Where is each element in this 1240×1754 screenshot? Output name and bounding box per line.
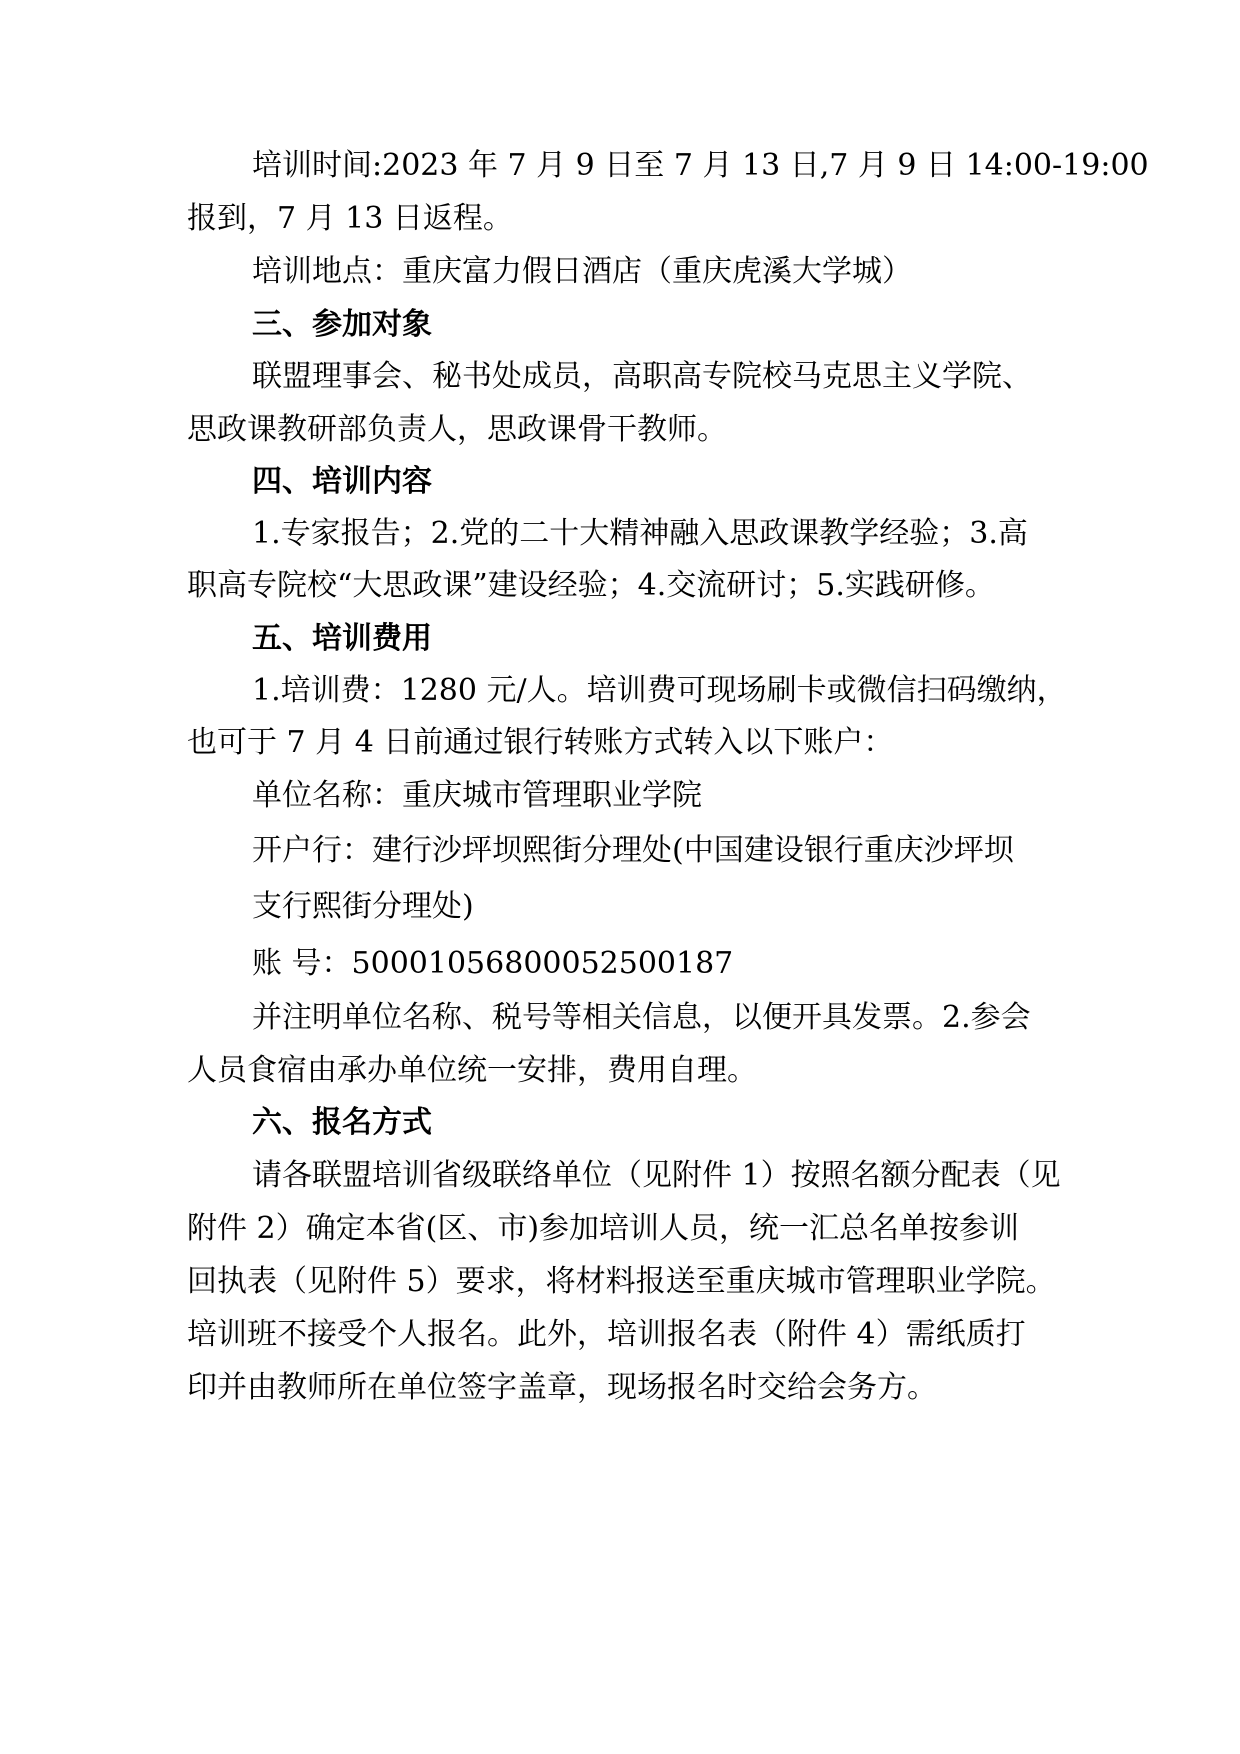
registration-line-5: 印并由教师所在单位签字盖章，现场报名时交给会务方。 bbox=[187, 1370, 937, 1405]
section-heading-fees: 五、培训费用 bbox=[252, 621, 432, 656]
training-time-continuation: 报到，7 月 13 日返程。 bbox=[187, 201, 513, 236]
registration-line-4: 培训班不接受个人报名。此外，培训报名表（附件 4）需纸质打 bbox=[187, 1317, 1026, 1352]
section-heading-content: 四、培训内容 bbox=[252, 464, 432, 499]
invoice-note-line-2: 人员食宿由承办单位统一安排，费用自理。 bbox=[187, 1053, 757, 1088]
invoice-note-line-1: 并注明单位名称、税号等相关信息，以便开具发票。2.参会 bbox=[252, 1000, 1031, 1035]
section-heading-registration: 六、报名方式 bbox=[252, 1105, 432, 1140]
content-line-2: 职高专院校“大思政课”建设经验；4.交流研讨；5.实践研修。 bbox=[187, 568, 995, 603]
training-time-line: 培训时间:2023 年 7 月 9 日至 7 月 13 日,7 月 9 日 14:00-19:00 bbox=[252, 148, 1149, 183]
section-heading-participants: 三、参加对象 bbox=[252, 307, 432, 342]
training-location-line: 培训地点：重庆富力假日酒店（重庆虎溪大学城） bbox=[252, 254, 912, 289]
registration-line-3: 回执表（见附件 5）要求，将材料报送至重庆城市管理职业学院。 bbox=[187, 1264, 1056, 1299]
bank-line-2: 支行熙街分理处) bbox=[252, 889, 474, 924]
bank-line-1: 开户行：建行沙坪坝熙街分理处(中国建设银行重庆沙坪坝 bbox=[252, 833, 1014, 868]
content-line-1: 1.专家报告；2.党的二十大精神融入思政课教学经验；3.高 bbox=[252, 516, 1028, 551]
registration-line-1: 请各联盟培训省级联络单位（见附件 1）按照名额分配表（见 bbox=[252, 1158, 1061, 1193]
participants-line-1: 联盟理事会、秘书处成员，高职高专院校马克思主义学院、 bbox=[252, 359, 1032, 394]
fees-line-2: 也可于 7 月 4 日前通过银行转账方式转入以下账户： bbox=[187, 725, 894, 760]
fees-line-1: 1.培训费：1280 元/人。培训费可现场刷卡或微信扫码缴纳， bbox=[252, 673, 1067, 708]
account-name-line: 单位名称：重庆城市管理职业学院 bbox=[252, 778, 702, 813]
participants-line-2: 思政课教研部负责人，思政课骨干教师。 bbox=[187, 412, 727, 447]
account-number-line: 账 号：50001056800052500187 bbox=[252, 946, 734, 981]
registration-line-2: 附件 2）确定本省(区、市)参加培训人员，统一汇总名单按参训 bbox=[187, 1211, 1020, 1246]
